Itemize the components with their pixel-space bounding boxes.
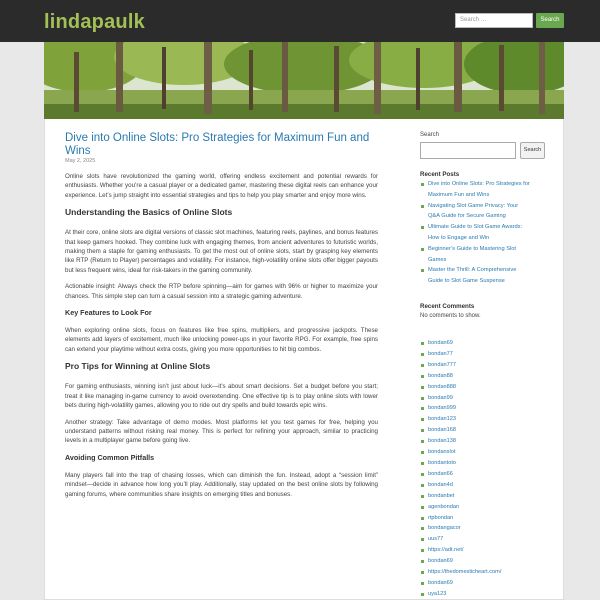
link-label[interactable]: bondan4d (428, 481, 453, 488)
link-label[interactable]: agenbondan (428, 503, 460, 510)
sidebar-search-input[interactable] (420, 142, 516, 159)
bullet-icon (421, 473, 424, 476)
link-item[interactable] (420, 425, 550, 436)
link-label[interactable]: bondantoto (428, 459, 456, 466)
heading-basics: Understanding the Basics of Online Slots (65, 207, 233, 218)
recent-post-line[interactable]: How to Engage and Win (428, 234, 490, 241)
bullet-icon (421, 560, 424, 563)
link-item[interactable] (420, 360, 550, 371)
link-label[interactable]: bondan123 (428, 416, 456, 423)
bullet-icon (421, 549, 424, 552)
bullet-icon (421, 342, 424, 345)
link-item[interactable] (420, 578, 550, 589)
link-item[interactable] (420, 502, 550, 513)
recent-post-item[interactable] (420, 190, 550, 201)
link-item[interactable] (420, 371, 550, 382)
link-item[interactable] (420, 469, 550, 480)
link-item[interactable] (420, 338, 550, 349)
post-content (65, 172, 378, 506)
bullet-icon (421, 538, 424, 541)
forest-image (44, 42, 564, 119)
link-label[interactable]: rtpbondan (428, 514, 454, 521)
link-item[interactable] (420, 513, 550, 524)
recent-post-item[interactable] (420, 211, 550, 222)
bullet-icon (421, 582, 424, 585)
link-item[interactable] (420, 556, 550, 567)
bullet-icon (421, 407, 424, 410)
sidebar (420, 132, 550, 597)
recent-post-line[interactable]: Maximum Fun and Wins (428, 191, 490, 198)
bullet-icon (421, 571, 424, 574)
top-search-input[interactable]: Search … (455, 13, 533, 28)
link-label[interactable]: bondan777 (428, 361, 456, 368)
paragraph-basics-2: Actionable insight: Always check the RTP before spinning—aim for games with 96% or higher to maximize your chances. This simple step can turn a casual session into a strategic gaming adventure. (65, 283, 378, 300)
link-label[interactable]: bondanslot (428, 449, 456, 456)
link-label[interactable]: bondan138 (428, 438, 456, 445)
recent-post-line[interactable]: Master the Thrill: A Comprehensive (428, 267, 517, 274)
recent-post-item[interactable] (420, 201, 550, 212)
recent-comments-title: Recent Comments (420, 303, 475, 310)
bullet-icon (421, 462, 424, 465)
post-date[interactable]: May 2, 2025 (65, 158, 96, 164)
link-label[interactable]: uus77 (428, 536, 444, 543)
bullet-icon (421, 517, 424, 520)
link-item[interactable] (420, 480, 550, 491)
recent-post-line[interactable]: Q&A Guide for Secure Gaming (428, 213, 506, 220)
recent-post-line[interactable]: Ultimate Guide to Slot Game Awards: (428, 224, 523, 231)
link-label[interactable]: bondanbet (428, 492, 455, 499)
link-item[interactable] (420, 436, 550, 447)
link-item[interactable] (420, 414, 550, 425)
link-item[interactable] (420, 382, 550, 393)
bullet-icon (421, 429, 424, 432)
paragraph-features: When exploring online slots, focus on features like free spins, multipliers, and progressive jackpots. These elements add layers of excitement, much like unlocking power-ups in your favorite RPG. For example, free spins can extend your playtime without extra costs, giving you more opportunities to hit big combos. (65, 327, 378, 353)
link-item[interactable] (420, 458, 550, 469)
site-title[interactable]: lindapaulk (44, 11, 145, 33)
bullet-icon (421, 364, 424, 367)
bullet-icon (421, 269, 424, 272)
recent-post-item[interactable] (420, 276, 550, 287)
paragraph-tips-1: For gaming enthusiasts, winning isn’t just about luck—it’s about smart decisions. Set a budget before you start; treat it like managing in-game currency to avoid overextending. One effective tip is to play online slots with lower bets during high-volatility games, allowing you to ride out dry spells and build towards epic wins. (65, 383, 378, 410)
heading-tips: Pro Tips for Winning at Online Slots (65, 361, 211, 372)
recent-post-item[interactable] (420, 244, 550, 255)
link-label[interactable]: bondan888 (428, 383, 456, 390)
link-label[interactable]: uya123 (428, 590, 447, 597)
recent-post-line[interactable]: Games (428, 256, 447, 263)
link-item[interactable] (420, 349, 550, 360)
paragraph-tips-2: Another strategy: Take advantage of demo modes. Most platforms let you test games for free, helping you understand patterns without risking real money. This is perfect for refining your approach, similar to practicing levels in a multiplayer game before going live. (65, 418, 378, 445)
link-label[interactable]: https://thedomesticheart.com/ (428, 569, 502, 576)
bullet-icon (421, 375, 424, 378)
link-item[interactable] (420, 589, 550, 600)
link-label[interactable]: bondan999 (428, 405, 456, 412)
bullet-icon (421, 593, 424, 596)
link-label[interactable]: bondan168 (428, 427, 456, 434)
bullet-icon (421, 495, 424, 498)
post-intro: Online slots have revolutionized the gaming world, offering endless excitement and potential rewards for enthusiasts. Whether you’re a casual player or a dedicated gamer, mastering these digital reels can enhance your experience. Let’s jump straight into essential strategies and tips to help you play smarter and enjoy more wins. (65, 173, 378, 199)
bullet-icon (421, 205, 424, 208)
bullet-icon (421, 397, 424, 400)
recent-post-item[interactable] (420, 233, 550, 244)
link-label[interactable]: bondan99 (428, 394, 453, 401)
link-item[interactable] (420, 523, 550, 534)
heading-pitfalls: Avoiding Common Pitfalls (65, 452, 155, 462)
recent-post-line[interactable]: Dive into Online Slots: Pro Strategies for (428, 181, 530, 187)
link-item[interactable] (420, 491, 550, 502)
recent-post-item[interactable] (420, 255, 550, 266)
link-label[interactable]: bondan69 (428, 579, 453, 586)
top-bar (0, 0, 600, 42)
links-list (420, 338, 550, 600)
page-container (44, 119, 564, 600)
heading-features: Key Features to Look For (65, 308, 152, 318)
link-label[interactable]: bondan88 (428, 372, 453, 379)
top-search-button[interactable]: Search (536, 13, 564, 28)
link-label[interactable]: bondan66 (428, 470, 453, 477)
recent-post-line[interactable]: Navigating Slot Game Privacy: Your (428, 202, 519, 209)
header-image (44, 42, 564, 119)
link-item[interactable] (420, 545, 550, 556)
link-label[interactable]: bondan77 (428, 350, 453, 357)
bullet-icon (421, 418, 424, 421)
paragraph-pitfalls: Many players fall into the trap of chasing losses, which can diminish the fun. Instead, adopt a “session limit” mindset—decide in advance how long you’ll play. Additionally, stay updated on the best online slots by following gaming forums, where communities share insights on emerging titles and bonuses. (65, 471, 378, 498)
link-label[interactable]: bondan69 (428, 558, 453, 565)
bullet-icon (421, 484, 424, 487)
recent-post-line[interactable]: Beginner’s Guide to Mastering Slot (428, 245, 516, 252)
link-label[interactable]: bondan69 (428, 340, 453, 346)
recent-post-item[interactable] (420, 179, 550, 190)
bullet-icon (421, 527, 424, 530)
link-item[interactable] (420, 567, 550, 578)
bullet-icon (421, 440, 424, 443)
bullet-icon (421, 183, 424, 186)
post-title[interactable]: Dive into Online Slots: Pro Strategies for Maximum Fun and Wins (65, 132, 370, 157)
bullet-icon (421, 353, 424, 356)
sidebar-search-button[interactable]: Search (520, 142, 545, 159)
bullet-icon (421, 226, 424, 229)
no-comments-text: No comments to show. (420, 313, 481, 319)
recent-posts-list (420, 179, 550, 287)
recent-post-line[interactable]: Guide to Slot Game Suspense (428, 278, 505, 285)
paragraph-basics-1: At their core, online slots are digital versions of classic slot machines, featuring reels, paylines, and bonus features that keep gamers hooked. They combine luck with engaging themes, from ancient adventures to futuristic worlds, making them a staple for gaming enthusiasts. To get the most out of online slots, start by grasping key elements like RTP (Return to Player) percentages and volatility. For instance, high-volatility online slots offer bigger payouts but less frequent wins, ideal for risk-takers in the gaming community. (65, 229, 378, 274)
bullet-icon (421, 506, 424, 509)
recent-posts-title: Recent Posts (420, 171, 460, 178)
recent-post-item[interactable] (420, 222, 550, 233)
bullet-icon (421, 386, 424, 389)
recent-post-item[interactable] (420, 265, 550, 276)
link-item[interactable] (420, 447, 550, 458)
bullet-icon (421, 248, 424, 251)
link-label[interactable]: https://adt.net/ (428, 547, 464, 554)
bullet-icon (421, 451, 424, 454)
link-item[interactable] (420, 534, 550, 545)
link-item[interactable] (420, 393, 550, 404)
sidebar-search-label: Search (420, 132, 440, 138)
link-item[interactable] (420, 403, 550, 414)
link-label[interactable]: bondangacor (428, 525, 461, 532)
